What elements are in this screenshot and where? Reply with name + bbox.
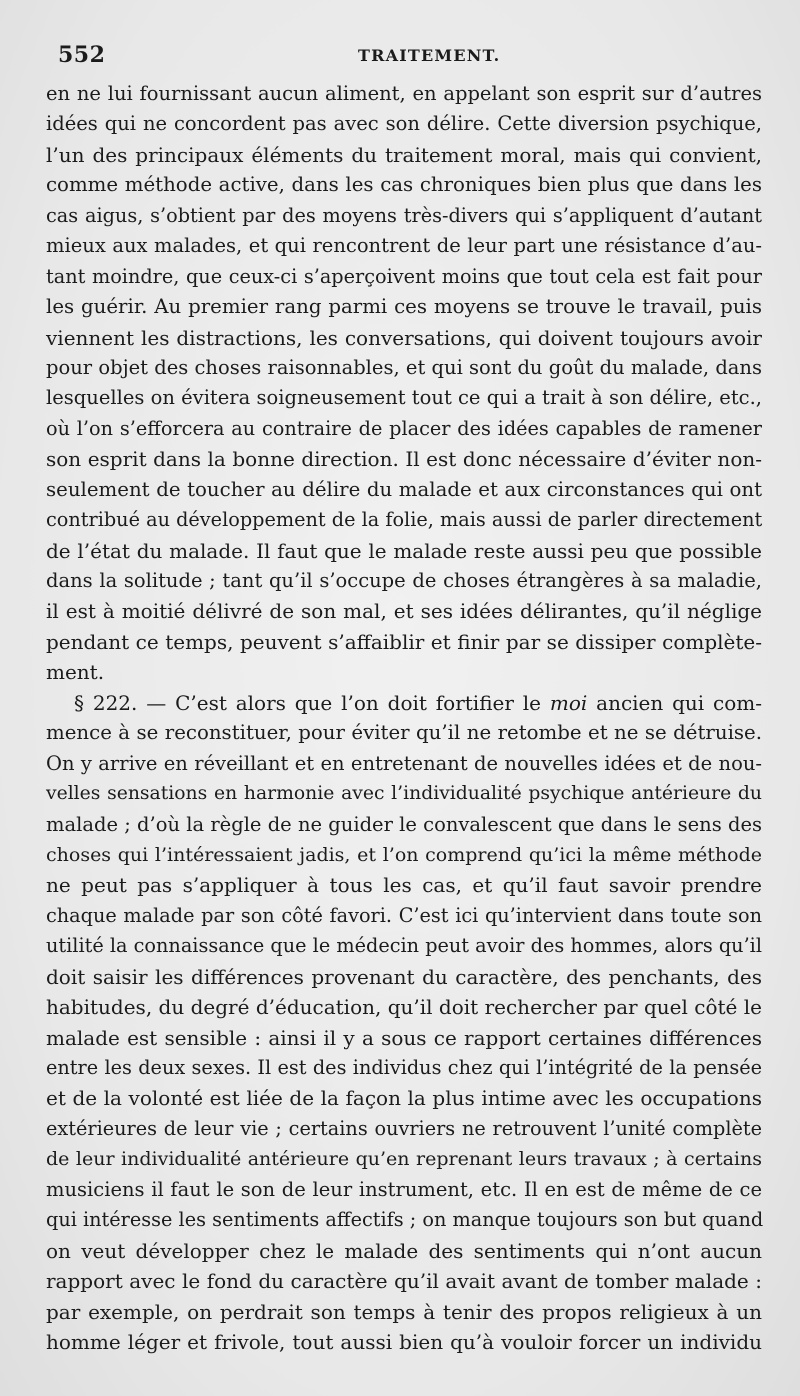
text-line: les guérir. Au premier rang parmi ces moyens se trouve le travail, puis — [46, 295, 762, 319]
text-line: rapport avec le fond du caractère qu’il avait avant de tomber malade : — [46, 1269, 762, 1294]
body-text — [46, 79, 762, 1357]
text-line: malade ; d’où la règle de ne guider le convalescent que dans le sens des — [46, 812, 762, 836]
text-line: ment. — [46, 660, 105, 685]
text-line: tant moindre, que ceux-ci s’aperçoivent moins que tout cela est fait pour — [46, 264, 762, 288]
text-line: choses qui l’intéressaient jadis, et l’on comprend qu’ici la même méthode — [46, 843, 762, 866]
running-head: TRAITEMENT. — [358, 46, 501, 65]
text-line: pendant ce temps, peuvent s’affaiblir et finir par se dissiper complète- — [46, 629, 762, 654]
text-line: dans la solitude ; tant qu’il s’occupe de choses étrangères à sa maladie, — [46, 569, 762, 592]
text-line: mence à se reconstituer, pour éviter qu’il ne retombe et ne se détruise. — [46, 721, 762, 745]
text-line: viennent les distractions, les conversations, qui doivent toujours avoir — [46, 325, 762, 350]
text-line: qui intéresse les sentiments affectifs ; on manque toujours son but quand — [46, 1208, 764, 1232]
text-line: musiciens il faut le son de leur instrument, etc. Il en est de même de ce — [46, 1177, 762, 1201]
section-222-first-line — [46, 688, 762, 718]
text-line: l’un des principaux éléments du traitement moral, mais qui convient, — [46, 142, 762, 167]
text-line: son esprit dans la bonne direction. Il est donc nécessaire d’éviter non- — [46, 447, 762, 472]
text-line: seulement de toucher au délire du malade et aux circonstances qui ont — [46, 477, 762, 501]
text-line: par exemple, on perdrait son temps à tenir des propos religieux à un — [46, 1299, 762, 1324]
text-line: pour objet des choses raisonnables, et qui sont du goût du malade, dans — [46, 355, 762, 379]
page-number: 552 — [58, 42, 106, 68]
text-line: on veut développer chez le malade des sentiments qui n’ont aucun — [46, 1238, 762, 1263]
section-222-lead: § 222. — C’est alors que l’on doit fortifier le — [74, 690, 542, 715]
text-line: où l’on s’efforcera au contraire de placer des idées capables de ramener — [46, 416, 762, 440]
text-line: doit saisir les différences provenant du caractère, des penchants, des — [46, 964, 762, 989]
page-header — [58, 42, 760, 72]
text-line: ne peut pas s’appliquer à tous les cas, et qu’il faut savoir prendre — [46, 873, 762, 898]
text-line: de l’état du malade. Il faut que le malade reste aussi peu que possible — [46, 538, 762, 563]
text-line: velles sensations en harmonie avec l’individualité psychique antérieure du — [46, 783, 762, 805]
text-line: homme léger et frivole, tout aussi bien qu’à vouloir forcer un individu — [46, 1329, 762, 1354]
text-line: comme méthode active, dans les cas chroniques bien plus que dans les — [46, 173, 762, 197]
text-line: chaque malade par son côté favori. C’est ici qu’intervient dans toute son — [46, 903, 762, 927]
text-line: idées qui ne concordent pas avec son délire. Cette diversion psychique, — [46, 112, 762, 136]
text-line: habitudes, du degré d’éducation, qu’il doit rechercher par quel côté le — [46, 995, 762, 1020]
text-line: mieux aux malades, et qui rencontrent de leur part une résistance d’au- — [46, 234, 762, 258]
text-line: cas aigus, s’obtient par des moyens très-divers qui s’appliquent d’autant — [46, 203, 762, 227]
text-line: On y arrive en réveillant et en entretenant de nouvelles idées et de nou- — [46, 751, 762, 775]
italic-word: moi — [549, 690, 588, 715]
text-line: utilité la connaissance que le médecin peut avoir des hommes, alors qu’il — [46, 934, 762, 958]
text-line: de leur individualité antérieure qu’en reprenant leurs travaux ; à certains — [46, 1148, 762, 1171]
text-line: en ne lui fournissant aucun aliment, en appelant son esprit sur d’autres — [46, 82, 762, 105]
text-line: extérieures de leur vie ; certains ouvriers ne retrouvent l’unité complète — [46, 1116, 762, 1140]
section-222-tail: ancien qui com- — [596, 690, 763, 715]
text-line: malade est sensible : ainsi il y a sous ce rapport certaines différences — [46, 1025, 762, 1050]
text-line: entre les deux sexes. Il est des individus chez qui l’intégrité de la pensée — [46, 1056, 762, 1079]
text-line: et de la volonté est liée de la façon la plus intime avec les occupations — [46, 1086, 762, 1111]
text-line: contribué au développement de la folie, mais aussi de parler directement — [46, 508, 763, 532]
text-line: lesquelles on évitera soigneusement tout ce qui a trait à son délire, etc., — [46, 386, 762, 410]
text-line: il est à moitié délivré de son mal, et ses idées délirantes, qu’il néglige — [46, 599, 762, 624]
